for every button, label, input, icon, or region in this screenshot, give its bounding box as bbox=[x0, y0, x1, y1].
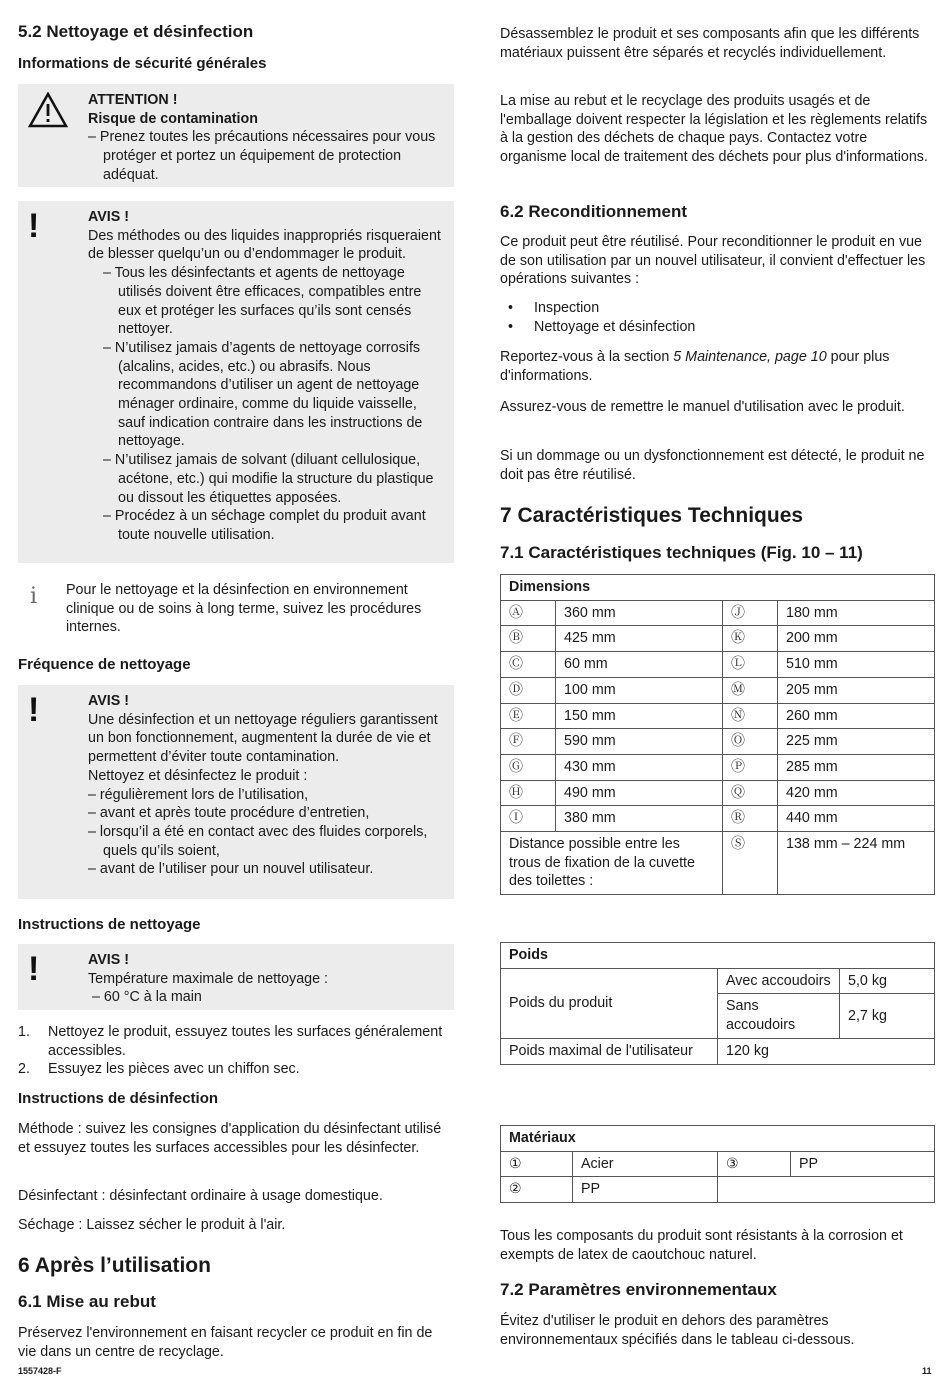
table-cell: Ⓐ bbox=[501, 600, 556, 626]
recondition-text: Ce produit peut être réutilisé. Pour reconditionner le produit en vue de son utilisation par un nouvel utilisateur, il convient d'effectuer les opérations suivantes : bbox=[500, 234, 926, 288]
table-cell: Ⓢ bbox=[723, 832, 778, 895]
table-cell: 2,7 kg bbox=[840, 994, 935, 1038]
notice-item: – avant de l’utiliser pour un nouvel utilisateur. bbox=[88, 861, 374, 878]
table-cell: Ⓟ bbox=[723, 754, 778, 780]
table-cell: Ⓚ bbox=[723, 626, 778, 652]
list-item: 1. Nettoyez le produit, essuyez toutes les surfaces généralement accessibles. bbox=[18, 1024, 443, 1059]
table-header-row bbox=[501, 575, 935, 601]
attention-box bbox=[18, 84, 454, 187]
materials-table bbox=[500, 1125, 935, 1203]
attention-subtitle: Risque de contamination bbox=[88, 110, 258, 127]
page-number: 11 bbox=[922, 1366, 932, 1376]
notice-item: – N’utilisez jamais de solvant (diluant cellulosique, acétone, etc.) qui modifie la structure du plastique ou dissout les étiquettes apposées. bbox=[103, 452, 434, 506]
notice-item: – Tous les désinfectants et agents de nettoyage utilisés doivent être efficaces, compatibles entre eux et protéger les surfaces qu’ils sont censés nettoyer. bbox=[103, 265, 422, 338]
table-cell: 510 mm bbox=[778, 652, 935, 678]
table-cell: Poids maximal de l'utilisateur bbox=[501, 1038, 718, 1064]
table-cell: ③ bbox=[718, 1151, 791, 1177]
environment-text: Évitez d'utiliser le produit en dehors des paramètres environnementaux spécifiés dans le tableau ci-dessous. bbox=[500, 1313, 855, 1348]
attention-item: – Prenez toutes les précautions nécessaires pour vous protéger et portez un équipement de protection adéquat. bbox=[88, 129, 436, 183]
table-cell: Avec accoudoirs bbox=[718, 968, 840, 994]
table-row bbox=[501, 652, 935, 678]
table-cell: 138 mm – 224 mm bbox=[778, 832, 935, 895]
notice-text: Nettoyez et désinfectez le produit : bbox=[88, 767, 308, 784]
table-cell: 260 mm bbox=[778, 703, 935, 729]
table-cell: Ⓙ bbox=[723, 600, 778, 626]
table-row bbox=[501, 968, 935, 994]
table-cell: 425 mm bbox=[556, 626, 723, 652]
info-text: Pour le nettoyage et la désinfection en environnement clinique ou de soins à long terme, suivez les procédures internes. bbox=[66, 582, 422, 636]
damage-text: Si un dommage ou un dysfonctionnement est détecté, le produit ne doit pas être réutilisé. bbox=[500, 448, 925, 483]
disinfectant-text: Désinfectant : désinfectant ordinaire à usage domestique. bbox=[18, 1188, 383, 1204]
section-title-7: 7 Caractéristiques Techniques bbox=[500, 504, 804, 527]
list-item: • Inspection bbox=[500, 299, 935, 318]
method-text: Méthode : suivez les consignes d'application du désinfectant utilisé et essuyez toutes les surfaces accessibles pour les désinfecter. bbox=[18, 1121, 442, 1156]
table-row bbox=[501, 729, 935, 755]
table-cell: Ⓞ bbox=[723, 729, 778, 755]
notice-text: Une désinfection et un nettoyage réguliers garantissent un bon fonctionnement, augmentent la durée de vie et permettent d’éviter toute contamination. bbox=[88, 711, 438, 766]
notice-item: – régulièrement lors de l’utilisation, bbox=[88, 786, 309, 803]
table-cell: Ⓘ bbox=[501, 806, 556, 832]
table-cell: Ⓑ bbox=[501, 626, 556, 652]
table-row bbox=[501, 754, 935, 780]
cleaning-steps bbox=[18, 1023, 448, 1079]
table-cell: 225 mm bbox=[778, 729, 935, 755]
table-cell: Sans accoudoirs bbox=[718, 994, 840, 1038]
document-id: 1557428-F bbox=[18, 1366, 62, 1376]
recycle-text: Préservez l'environnement en faisant recycler ce produit en fin de vie dans un centre de recyclage. bbox=[18, 1325, 433, 1360]
dimensions-table bbox=[500, 574, 935, 895]
notice-item: – lorsqu’il a été en contact avec des fluides corporels, quels qu’ils soient, bbox=[88, 823, 428, 859]
manual-text: Assurez-vous de remettre le manuel d'utilisation avec le produit. bbox=[500, 399, 905, 415]
table-cell: Ⓔ bbox=[501, 703, 556, 729]
table-cell: 180 mm bbox=[778, 600, 935, 626]
list-item: 2. Essuyez les pièces avec un chiffon sec. bbox=[18, 1061, 300, 1078]
table-cell: 440 mm bbox=[778, 806, 935, 832]
disposal-text: La mise au rebut et le recyclage des produits usagés et de l'emballage doivent respecter la législation et les règlements relatifs à la gestion des déchets de chaque pays. Contactez votre organisme local de traitement des déchets pour plus d'informations. bbox=[500, 93, 928, 166]
table-cell: Distance possible entre les trous de fixation de la cuvette des toilettes : bbox=[501, 832, 723, 895]
table-cell: 5,0 kg bbox=[840, 968, 935, 994]
table-cell: 285 mm bbox=[778, 754, 935, 780]
exclamation-icon: ! bbox=[28, 691, 40, 729]
recondition-list bbox=[500, 299, 935, 336]
section-link[interactable]: 5 Maintenance, page 10 bbox=[673, 349, 827, 365]
table-cell: 590 mm bbox=[556, 729, 723, 755]
section-title-7-1: 7.1 Caractéristiques techniques (Fig. 10 – 11) bbox=[500, 543, 863, 562]
drying-text: Séchage : Laissez sécher le produit à l'air. bbox=[18, 1217, 286, 1233]
notice-item: – avant et après toute procédure d’entretien, bbox=[88, 805, 370, 822]
table-cell: Ⓠ bbox=[723, 780, 778, 806]
table-cell: Ⓝ bbox=[723, 703, 778, 729]
table-cell: Ⓡ bbox=[723, 806, 778, 832]
section-title-6-1: 6.1 Mise au rebut bbox=[18, 1292, 156, 1311]
subheading-cleaning-instructions: Instructions de nettoyage bbox=[18, 916, 201, 933]
table-cell: 200 mm bbox=[778, 626, 935, 652]
table-header-row bbox=[501, 943, 935, 969]
table-cell: Ⓗ bbox=[501, 780, 556, 806]
weight-table bbox=[500, 942, 935, 1065]
corrosion-text: Tous les composants du produit sont résistants à la corrosion et exempts de latex de caoutchouc naturel. bbox=[500, 1228, 903, 1263]
materials-header: Matériaux bbox=[501, 1126, 935, 1152]
table-cell: 380 mm bbox=[556, 806, 723, 832]
table-cell: 205 mm bbox=[778, 677, 935, 703]
table-row bbox=[501, 806, 935, 832]
notice-box-2 bbox=[18, 685, 454, 899]
table-cell: 360 mm bbox=[556, 600, 723, 626]
table-header-row bbox=[501, 1126, 935, 1152]
list-item: • Nettoyage et désinfection bbox=[500, 318, 935, 337]
table-cell: Ⓜ bbox=[723, 677, 778, 703]
table-row bbox=[501, 677, 935, 703]
subheading-disinfection: Instructions de désinfection bbox=[18, 1090, 219, 1107]
dimensions-header: Dimensions bbox=[501, 575, 935, 601]
table-cell: 430 mm bbox=[556, 754, 723, 780]
table-row bbox=[501, 1151, 935, 1177]
table-cell: PP bbox=[791, 1151, 935, 1177]
notice-box-1 bbox=[18, 201, 454, 563]
table-row bbox=[501, 600, 935, 626]
section-title-6-2: 6.2 Reconditionnement bbox=[500, 202, 688, 221]
notice-title: AVIS ! bbox=[88, 952, 130, 968]
table-cell: Ⓕ bbox=[501, 729, 556, 755]
table-cell: 100 mm bbox=[556, 677, 723, 703]
table-cell: Ⓒ bbox=[501, 652, 556, 678]
table-cell: 490 mm bbox=[556, 780, 723, 806]
table-cell: 420 mm bbox=[778, 780, 935, 806]
notice-item: – N’utilisez jamais d’agents de nettoyage corrosifs (alcalins, acides, etc.) ou abrasifs. Nous recommandons d’utiliser un agent de nettoyage ménager ordinaire, comme du liquide vaisselle, sauf indication contraire dans les instructions de nettoyage. bbox=[103, 339, 423, 450]
notice-title: AVIS ! bbox=[88, 209, 130, 225]
notice-title: AVIS ! bbox=[88, 693, 130, 709]
table-cell: ② bbox=[501, 1177, 573, 1203]
table-cell: PP bbox=[573, 1177, 718, 1203]
table-cell: Ⓛ bbox=[723, 652, 778, 678]
table-cell: Poids du produit bbox=[501, 968, 718, 1038]
table-cell: 150 mm bbox=[556, 703, 723, 729]
section-title-5-2: 5.2 Nettoyage et désinfection bbox=[18, 22, 254, 41]
table-cell: Ⓖ bbox=[501, 754, 556, 780]
section-title-6: 6 Après l’utilisation bbox=[18, 1254, 211, 1277]
notice-text: Des méthodes ou des liquides inappropriés risqueraient de blesser quelqu’un ou d’endommager le produit. bbox=[88, 227, 441, 263]
warning-triangle-icon bbox=[28, 92, 68, 134]
table-cell bbox=[718, 1177, 935, 1203]
table-row bbox=[501, 780, 935, 806]
disassemble-text: Désassemblez le produit et ses composants afin que les différents matériaux puissent être séparés et recyclés individuellement. bbox=[500, 26, 920, 61]
table-cell: Ⓓ bbox=[501, 677, 556, 703]
table-cell: Acier bbox=[573, 1151, 718, 1177]
table-cell: 60 mm bbox=[556, 652, 723, 678]
notice-text: Température maximale de nettoyage : bbox=[88, 970, 328, 987]
section-title-7-2: 7.2 Paramètres environnementaux bbox=[500, 1280, 777, 1299]
notice-box-3 bbox=[18, 944, 454, 1010]
table-cell: ① bbox=[501, 1151, 573, 1177]
refer-text: Reportez-vous à la section 5 Maintenance, page 10 pour plus d'informations. bbox=[500, 349, 890, 384]
table-row bbox=[501, 703, 935, 729]
subheading-safety: Informations de sécurité générales bbox=[18, 55, 267, 72]
info-icon: i bbox=[30, 584, 38, 609]
attention-title: ATTENTION ! bbox=[88, 92, 178, 108]
weight-header: Poids bbox=[501, 943, 935, 969]
subheading-frequency: Fréquence de nettoyage bbox=[18, 656, 191, 673]
exclamation-icon: ! bbox=[28, 207, 40, 245]
notice-item: – 60 °C à la main bbox=[92, 989, 202, 1006]
table-row bbox=[501, 1177, 935, 1203]
table-row bbox=[501, 1038, 935, 1064]
table-row bbox=[501, 832, 935, 895]
notice-item: – Procédez à un séchage complet du produit avant toute nouvelle utilisation. bbox=[103, 508, 426, 543]
table-row bbox=[501, 626, 935, 652]
exclamation-icon: ! bbox=[28, 950, 40, 988]
table-cell: 120 kg bbox=[718, 1038, 935, 1064]
